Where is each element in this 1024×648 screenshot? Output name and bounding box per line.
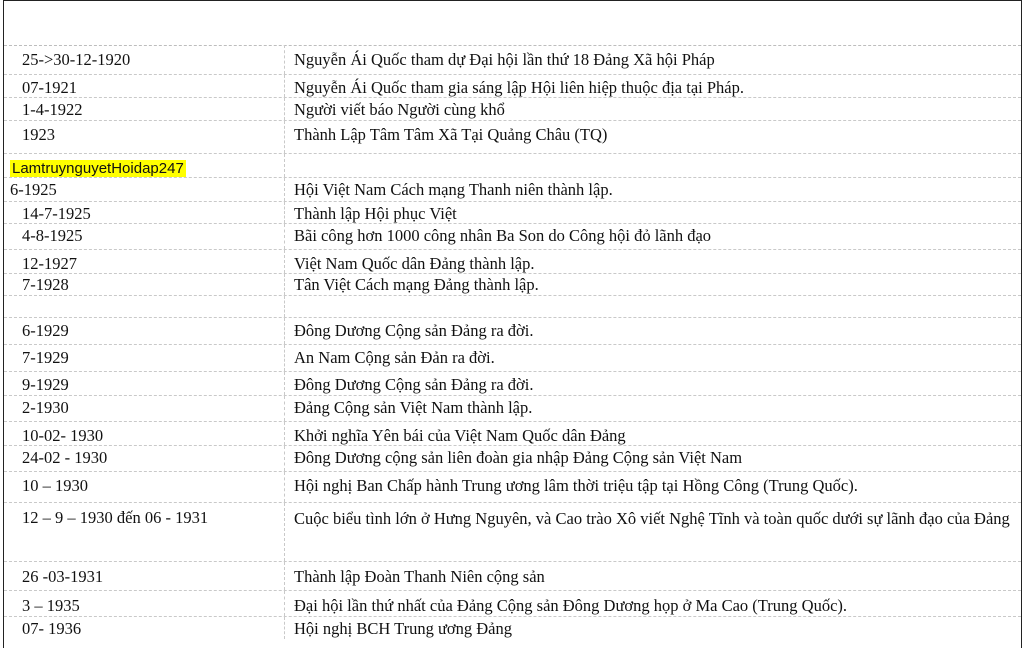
table-row [4,562,1021,591]
event-cell: Thành lập Hội phục Việt [294,204,457,223]
table-row [4,178,1021,202]
document-page [3,0,1022,648]
date-cell: 25->30-12-1920 [4,45,285,74]
event-cell: Người viết báo Người cùng khổ [294,100,505,119]
event-cell: Đông Dương Cộng sản Đảng ra đời. [294,321,534,340]
event-cell: Thành lập Đoàn Thanh Niên cộng sản [294,567,545,586]
event-cell: Đông Dương cộng sản liên đoàn gia nhập Đảng Cộng sản Việt Nam [294,448,743,467]
table-row [4,446,1021,472]
date-cell: 10 – 1930 [4,472,285,502]
date-cell: 14-7-1925 [4,202,285,223]
date-cell: 9-1929 [4,372,285,395]
date-cell: 24-02 - 1930 [4,446,285,471]
event-cell: Nguyễn Ái Quốc tham dự Đại hội lần thứ 18 Đảng Xã hội Pháp [294,50,715,69]
date-cell: 4-8-1925 [4,224,285,249]
date-cell: 26 -03-1931 [4,562,285,590]
table-row [4,121,1021,154]
event-cell: Nguyễn Ái Quốc tham gia sáng lập Hội liên hiệp thuộc địa tại Pháp. [294,78,744,97]
table-row [4,202,1021,224]
date-cell: 7-1928 [4,274,285,295]
event-cell: Khởi nghĩa Yên bái của Việt Nam Quốc dân Đảng [294,426,626,445]
table-row [4,274,1021,296]
date-cell: 07- 1936 [4,617,285,639]
table-row [4,422,1021,446]
table-row [4,503,1021,562]
watermark-row [4,154,1021,178]
date-cell: 07-1921 [4,75,285,97]
event-cell: Bãi công hơn 1000 công nhân Ba Son do Công hội đỏ lãnh đạo [294,226,712,245]
table-row [4,617,1021,639]
table-row [4,396,1021,422]
table-row [4,224,1021,250]
date-cell: 7-1929 [4,345,285,371]
event-cell: An Nam Cộng sản Đản ra đời. [294,348,495,367]
table-row [4,345,1021,372]
date-cell: 3 – 1935 [4,591,285,616]
date-cell: 12-1927 [4,250,285,273]
date-cell: 1923 [4,121,285,153]
date-cell: 2-1930 [4,396,285,421]
table-row [4,250,1021,274]
event-cell: Thành Lập Tâm Tâm Xã Tại Quảng Châu (TQ) [294,125,608,144]
event-cell: Hội Việt Nam Cách mạng Thanh niên thành lập. [294,180,613,199]
event-cell: Cuộc biểu tình lớn ở Hưng Nguyên, và Cao trào Xô viết Nghệ Tĩnh và toàn quốc dưới sự lãnh đạo của Đảng [294,509,1010,528]
empty-row [4,296,1021,318]
table-row [4,45,1021,75]
header-row [4,1,1021,46]
watermark-label: LamtruynguyetHoidap247 [12,160,184,177]
table-row [4,372,1021,396]
date-cell: 12 – 9 – 1930 đến 06 - 1931 [4,503,285,561]
table-row [4,472,1021,503]
table-row [4,98,1021,121]
date-cell: 6-1929 [4,318,285,344]
event-cell: Đảng Cộng sản Việt Nam thành lập. [294,398,533,417]
event-cell: Đông Dương Cộng sản Đảng ra đời. [294,375,534,394]
table-row [4,75,1021,98]
event-cell: Tân Việt Cách mạng Đảng thành lập. [294,275,539,294]
event-cell: Hội nghị BCH Trung ương Đảng [294,619,512,638]
event-cell: Đại hội lần thứ nhất của Đảng Cộng sản Đông Dương họp ở Ma Cao (Trung Quốc). [294,596,848,615]
table-row [4,318,1021,345]
timeline-table [4,45,1021,639]
table-row [4,591,1021,617]
event-cell: Hội nghị Ban Chấp hành Trung ương lâm thời triệu tập tại Hồng Công (Trung Quốc). [294,476,858,495]
date-cell: 10-02- 1930 [4,422,285,445]
event-cell: Việt Nam Quốc dân Đảng thành lập. [294,254,535,273]
date-cell: 6-1925 [4,178,285,201]
date-cell: 1-4-1922 [4,98,285,120]
